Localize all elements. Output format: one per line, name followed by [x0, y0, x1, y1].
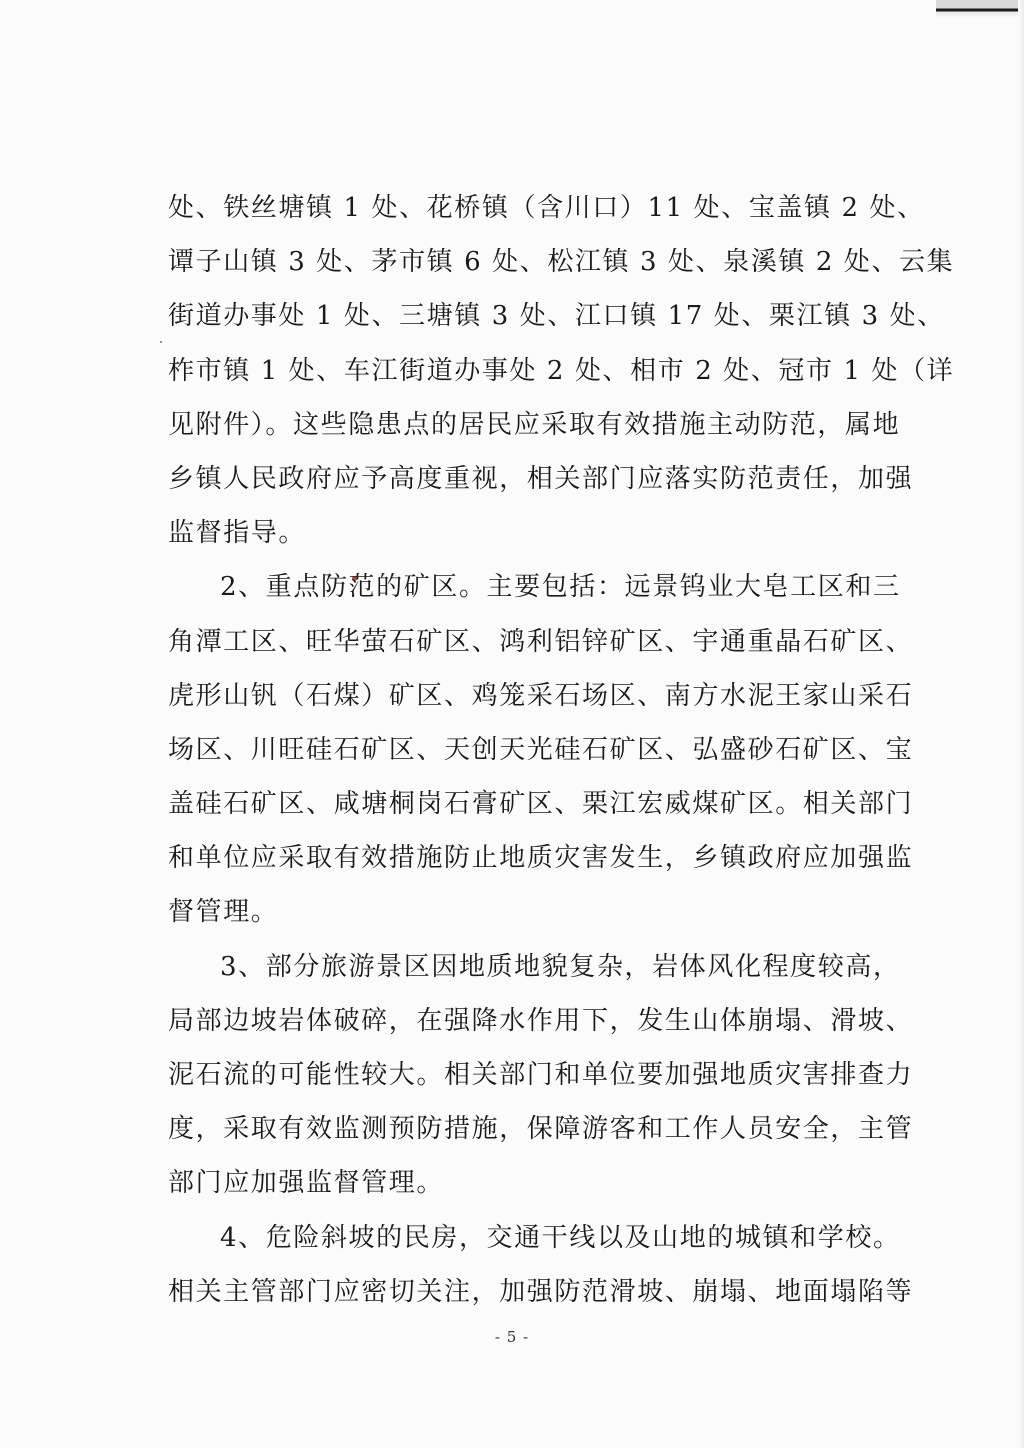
text-line: 盖硅石矿区、咸塘桐岗石膏矿区、栗江宏威煤矿区。相关部门 — [168, 789, 914, 820]
text-line: 督管理。 — [168, 897, 279, 928]
text-line: 监督指导。 — [168, 518, 307, 549]
text-line: 和单位应采取有效措施防止地质灾害发生，乡镇政府应加强监 — [168, 843, 914, 874]
paragraph-start-line: 2、重点防范的矿区。主要包括：远景钨业大皂工区和三 — [220, 572, 901, 603]
text-line: 相关主管部门应密切关注，加强防范滑坡、崩塌、地面塌陷等 — [168, 1276, 914, 1307]
text-line: 泥石流的可能性较大。相关部门和单位要加强地质灾害排查力 — [168, 1060, 914, 1090]
text-line: 虎形山钒（石煤）矿区、鸡笼采石场区、南方水泥王家山采石 — [168, 680, 914, 711]
text-line: 部门应加强监督管理。 — [168, 1168, 445, 1199]
text-line: 柞市镇 1 处、车江街道办事处 2 处、相市 2 处、冠市 1 处（详 — [168, 355, 955, 386]
scan-edge-mark — [936, 0, 1024, 18]
text-line: 见附件）。这些隐患点的居民应采取有效措施主动防范，属地 — [168, 409, 901, 440]
text-line: 处、铁丝塘镇 1 处、花桥镇（含川口）11 处、宝盖镇 2 处、 — [168, 193, 925, 223]
text-line: 场区、川旺硅石矿区、天创天光硅石矿区、弘盛砂石矿区、宝 — [168, 734, 914, 765]
page-number: - 5 - — [494, 1328, 530, 1346]
document-body — [168, 181, 955, 1319]
paragraph-start-line: 4、危险斜坡的民房，交通干线以及山地的城镇和学校。 — [220, 1222, 901, 1253]
text-line: 局部边坡岩体破碎，在强降水作用下，发生山体崩塌、滑坡、 — [168, 1005, 914, 1036]
ink-speck — [160, 341, 162, 343]
text-line: 街道办事处 1 处、三塘镇 3 处、江口镇 17 处、栗江镇 3 处、 — [168, 301, 945, 332]
text-line: 角潭工区、旺华萤石矿区、鸿利铝锌矿区、宇通重晶石矿区、 — [168, 626, 914, 657]
paragraph-start-line: 3、部分旅游景区因地质地貌复杂，岩体风化程度较高， — [220, 951, 901, 982]
text-line: 谭子山镇 3 处、茅市镇 6 处、松江镇 3 处、泉溪镇 2 处、云集 — [168, 247, 955, 278]
scan-shadow — [1018, 0, 1024, 1448]
text-line: 度，采取有效监测预防措施，保障游客和工作人员安全，主管 — [168, 1114, 914, 1145]
text-line: 乡镇人民政府应予高度重视，相关部门应落实防范责任，加强 — [168, 463, 914, 494]
